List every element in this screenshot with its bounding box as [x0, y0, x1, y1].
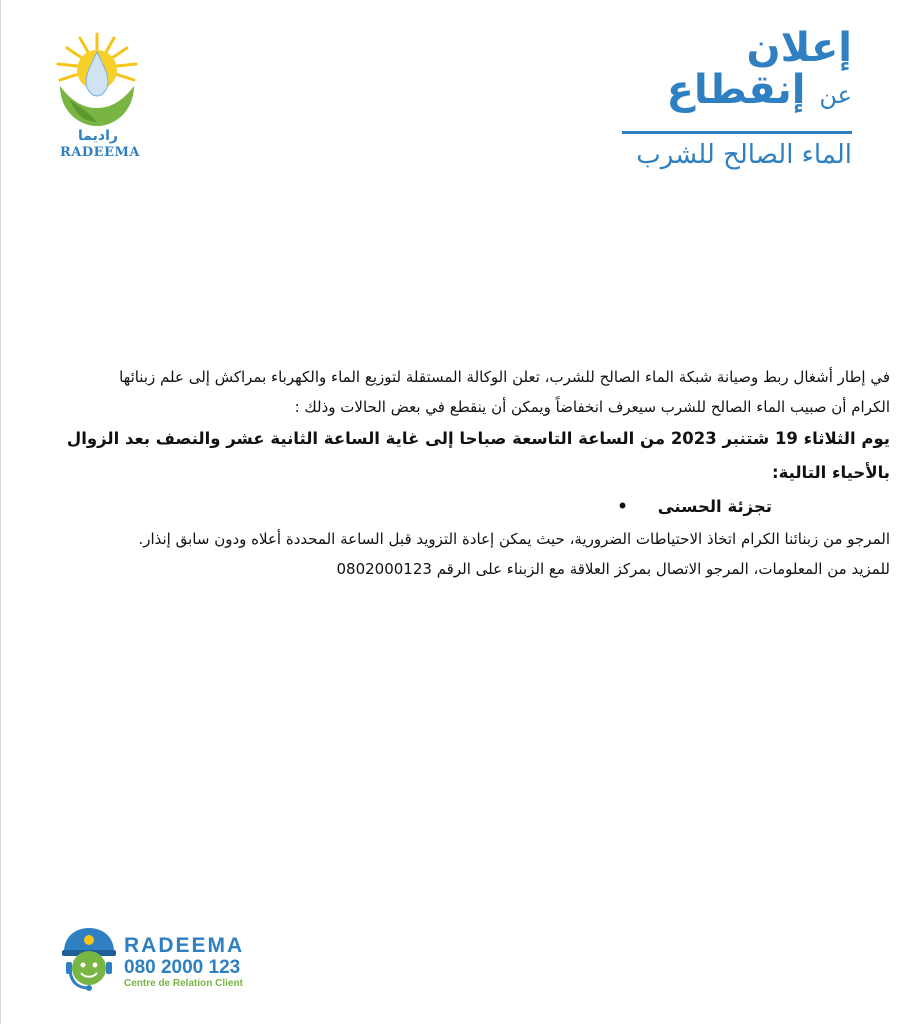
- paragraph-3: للمزيد من المعلومات، المرجو الاتصال بمركز العلاقة مع الزبناء على الرقم 0802000123: [336, 560, 890, 578]
- paragraph-1-line-1: في إطار أشغال ربط وصيانة شبكة الماء الصالح للشرب، تعلن الوكالة المستقلة لتوزيع الماء والكهرباء بمراكش إلى علم زبنائها: [119, 368, 890, 386]
- area-list-item: [70, 490, 890, 524]
- logo-arabic-text: راديما: [78, 128, 118, 144]
- announcement-body: [66, 362, 890, 584]
- area-name: تجزئة الحسنى: [657, 497, 772, 516]
- paragraph-1-line-2: الكرام أن صبيب الماء الصالح للشرب سيعرف انخفاضاً ويمكن أن ينقطع في بعض الحالات وذلك :: [294, 398, 890, 416]
- customer-service-mascot-icon: [54, 922, 124, 994]
- areas-heading: بالأحياء التالية:: [772, 463, 890, 482]
- logo-latin-text: RADEEMA: [60, 145, 140, 160]
- title-line-2-main: إنقطاع: [666, 67, 806, 113]
- paragraph-2: المرجو من زبنائنا الكرام اتخاذ الاحتياطات الضرورية، حيث يمكن إعادة التزويد قبل الساعة المحددة أعلاه ودون سابق إنذار.: [138, 530, 890, 548]
- title-line-2: [612, 68, 852, 117]
- schedule-line: يوم الثلاثاء 19 شتنبر 2023 من الساعة التاسعة صباحا إلى غاية الساعة الثانية عشر والنصف بعد الزوال: [66, 429, 890, 448]
- page-border: [0, 0, 1, 1024]
- bullet-glyph: •: [617, 497, 628, 516]
- footer-subtitle: Centre de Relation Client: [124, 978, 243, 989]
- title-line-2-small: عن: [819, 81, 852, 109]
- footer-phone: 080 2000 123: [124, 957, 241, 978]
- title-line-1: إعلان: [746, 25, 852, 71]
- announcement-title: [612, 25, 852, 170]
- title-divider: [622, 131, 852, 134]
- title-line-3: الماء الصالح للشرب: [636, 140, 852, 170]
- footer-brand: RADEEMA: [124, 934, 245, 957]
